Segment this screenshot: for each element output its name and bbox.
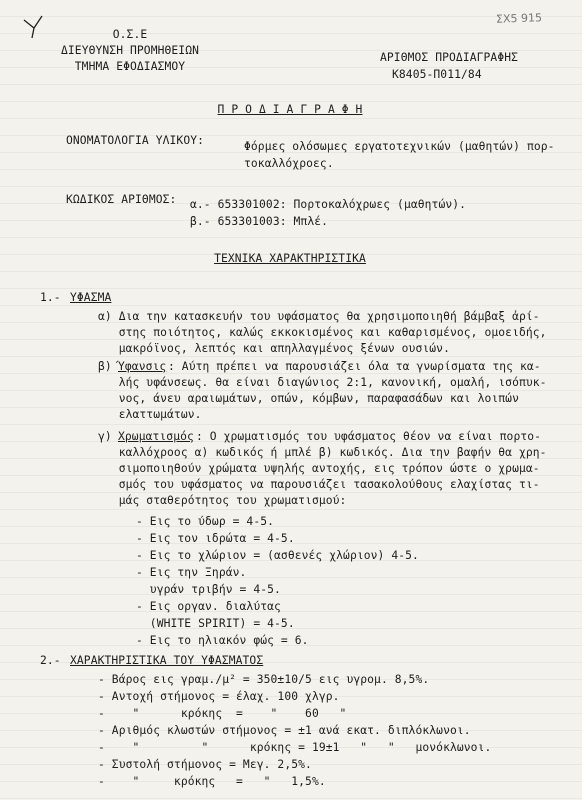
section-2-heading: ΧΑΡΑΚΤΗΡΙΣΤΙΚΑ ΤΟΥ ΥΦΑΣΜΑΤΟΣ bbox=[70, 654, 264, 667]
paragraph-b-line: ελαττωμάτων. bbox=[98, 408, 202, 421]
paragraph-a-line: α) Δια την κατασκευήν του υφάσματος θα χρησιμοποιηθή βάμβαξ ἀρί- bbox=[98, 310, 540, 323]
fabric-spec-line: - Συστολή στήμονος = Μεγ. 2,5%. bbox=[98, 758, 312, 771]
paragraph-c-line: καλλόχροος α) κωδικός ή μπλέ β) κωδικός. Δια την βαφήν θα χρη- bbox=[98, 446, 547, 459]
document-title: Π Ρ Ο Δ Ι Α Γ Ρ Α Φ Η bbox=[217, 103, 363, 116]
fabric-spec-line: - " κρόκης = " 1,5%. bbox=[98, 775, 326, 788]
fastness-item: - Εις το χλώριον = (ασθενές χλώριον) 4-5. bbox=[136, 549, 419, 562]
paragraph-b-label: β) bbox=[98, 360, 112, 373]
paragraph-c-line: σιμοποιηθούν χρώματα υψηλής αντοχής, εις τρόπον ώστε ο χρωμα- bbox=[98, 462, 540, 475]
fabric-spec-line: - Βάρος εις γραμ./μ² = 350±10/5 εις υγρομ. 8,5%. bbox=[98, 673, 430, 686]
paragraph-c-line: μάς σταθερότητος του χρωματισμού: bbox=[98, 494, 347, 507]
paragraph-a-line: στης ποιότητος, καλώς εκκοκισμένος και καθαρισμένος, ομοειδής, bbox=[98, 326, 547, 339]
fabric-spec-line: - " κρόκης = " 60 " bbox=[98, 707, 347, 720]
department-line-2: ΤΜΗΜΑ ΕΦΟΔΙΑΣΜΟΥ bbox=[74, 60, 186, 73]
paragraph-b-line: : Αύτη πρέπει να παρουσιάζει όλα τα γνωρίσματα της κα- bbox=[168, 360, 541, 373]
org-name: Ο.Σ.Ε bbox=[112, 28, 148, 41]
fabric-spec-line: - Αντοχή στήμονος = έλαχ. 100 χλγρ. bbox=[98, 690, 340, 703]
code-item-a: α.- 653301002: Πορτοκαλόχρωες (μαθητών). bbox=[190, 198, 467, 211]
section-1-heading: ΥΦΑΣΜΑ bbox=[70, 291, 112, 304]
paragraph-c-line: σμός του υφάσματος να παρουσιάζει τασακολούθους ελαχίστας τι- bbox=[98, 478, 540, 491]
paragraph-c-line: : Ο χρωματισμός του υφάσματος θέον να είναι πορτο- bbox=[196, 430, 542, 443]
nomenclature-line-1: Φόρμες ολόσωμες εργατοτεχνικών (μαθητών) πορ- bbox=[244, 140, 555, 153]
paragraph-c-heading: Χρωματισμός bbox=[118, 430, 194, 443]
code-item-b: β.- 653301003: Μπλέ. bbox=[190, 215, 329, 228]
fastness-item: (WHITE SPIRIT) = 4-5. bbox=[136, 617, 295, 630]
paragraph-a-line: μακρόϊνος, λεπτός και απηλλαγμένος ξένων ουσιών. bbox=[98, 342, 450, 355]
fabric-spec-line: - Αριθμός κλωστών στήμονος = ±1 ανά εκατ. διπλόκλωνοι. bbox=[98, 724, 471, 737]
fastness-item: υγράν τριβήν = 4-5. bbox=[136, 583, 281, 596]
spec-number: Κ8405-Π011/84 bbox=[392, 68, 482, 81]
fastness-item: - Εις την Ξηράν. bbox=[136, 566, 247, 579]
handwritten-reference: ΣΧ5 915 bbox=[495, 11, 543, 26]
nomenclature-label: ΟΝΟΜΑΤΟΛΟΓΙΑ ΥΛΙΚΟΥ: bbox=[66, 134, 205, 147]
handwritten-check-mark bbox=[22, 14, 46, 40]
paragraph-b-line: λής υφάνσεως. θα είναι διαγώνιος 2:1, κανονική, ομαλή, ισόπυκ- bbox=[98, 376, 547, 389]
fastness-item: - Εις το ηλιακόν φώς = 6. bbox=[136, 634, 309, 647]
spec-number-label: ΑΡΙΘΜΟΣ ΠΡΟΔΙΑΓΡΑΦΗΣ bbox=[380, 51, 519, 64]
code-label: ΚΩΔΙΚΟΣ ΑΡΙΘΜΟΣ: bbox=[66, 193, 177, 206]
fastness-item: - Εις το ύδωρ = 4-5. bbox=[136, 515, 275, 528]
fastness-item: - Εις οργαν. διαλύτας bbox=[136, 600, 281, 613]
nomenclature-line-2: τοκαλλόχροες. bbox=[244, 157, 334, 170]
paragraph-c-label: γ) bbox=[98, 430, 112, 443]
section-1-number: 1.- bbox=[40, 291, 61, 304]
technical-title: ΤΕΧΝΙΚΑ ΧΑΡΑΚΤΗΡΙΣΤΙΚΑ bbox=[214, 252, 366, 265]
fastness-item: - Εις τον ιδρώτα = 4-5. bbox=[136, 532, 295, 545]
section-2-number: 2.- bbox=[40, 654, 61, 667]
paragraph-b-heading: Ύφανσις bbox=[118, 360, 167, 373]
paragraph-b-line: νος, άνευ αραιωμάτων, οπών, κόμβων, παραφασάδων και λοιπών bbox=[98, 392, 519, 405]
fabric-spec-line: - " " κρόκης = 19±1 " " μονόκλωνοι. bbox=[98, 741, 492, 754]
department-line-1: ΔΙΕΥΘΥΝΣΗ ΠΡΟΜΗΘΕΙΩΝ bbox=[60, 44, 200, 57]
